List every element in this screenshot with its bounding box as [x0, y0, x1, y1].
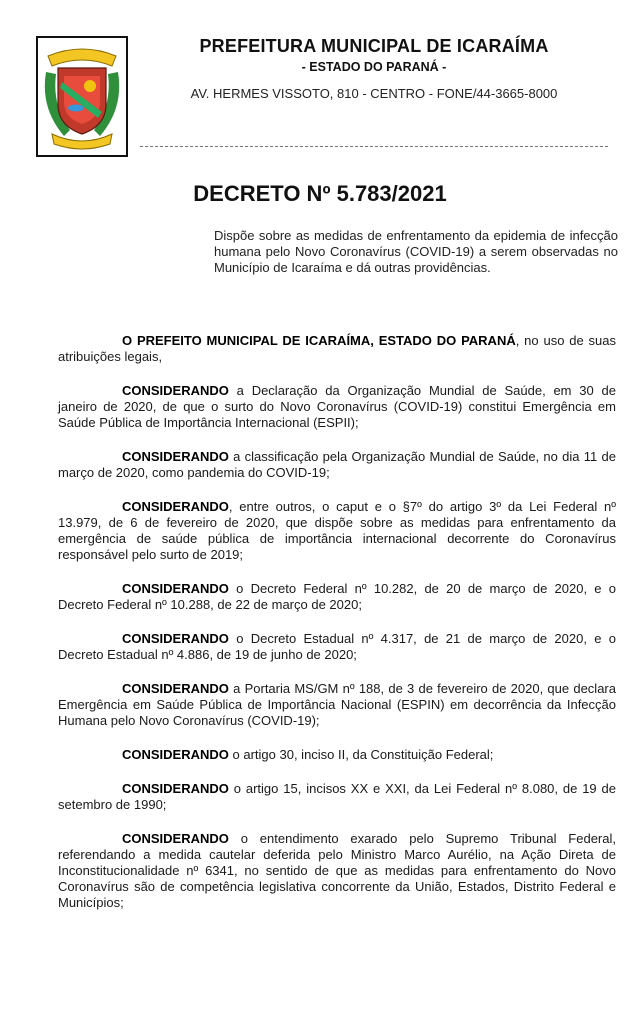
state-subtitle: - ESTADO DO PARANÁ -: [301, 60, 447, 74]
preamble-paragraph: [58, 333, 616, 365]
considerando-paragraph: [58, 383, 616, 431]
considerando-paragraph: [58, 581, 616, 613]
paragraph-lead: CONSIDERANDO: [122, 831, 229, 846]
paragraph-lead: CONSIDERANDO: [122, 747, 229, 762]
considerando-paragraph: [58, 781, 616, 813]
paragraph-lead: CONSIDERANDO: [122, 449, 229, 464]
considerando-paragraph: [58, 831, 616, 911]
paragraph-lead: CONSIDERANDO: [122, 499, 229, 514]
paragraph-text: a Declaração da Organização Mundial de Saúde, em 30 de janeiro de 2020, de que o surto do Novo Coronavírus (COVID-19) constitui Emergência em Saúde Pública de Importância Internacional (ESPII);: [58, 383, 616, 430]
considerando-paragraph: [58, 747, 616, 763]
municipality-address: AV. HERMES VISSOTO, 810 - CENTRO - FONE/44-3665-8000: [190, 86, 558, 101]
decree-title: DECRETO Nº 5.783/2021: [193, 181, 447, 206]
paragraph-lead: CONSIDERANDO: [122, 383, 229, 398]
paragraph-lead: CONSIDERANDO: [122, 631, 229, 646]
considerando-paragraph: [58, 499, 616, 563]
decree-body: [58, 333, 616, 929]
paragraph-lead: CONSIDERANDO: [122, 581, 229, 596]
header-divider: [140, 146, 608, 147]
paragraph-text: a Portaria MS/GM nº 188, de 3 de fevereiro de 2020, que declara Emergência em Saúde Pública de Importância Nacional (ESPIN) em decorrência da Infecção Humana pelo Novo Coronavírus (COVID-19);: [58, 681, 616, 728]
paragraph-lead: CONSIDERANDO: [122, 781, 229, 796]
paragraph-text: o entendimento exarado pelo Supremo Tribunal Federal, referendando a medida cautelar deferida pelo Ministro Marco Aurélio, na Ação Direta de Inconstitucionalidade nº 6341, no sentido de que as medidas para enfrentamento do Novo Coronavírus são de competência legislativa concorrente da União, Estados, Distrito Federal e Municípios;: [58, 831, 616, 910]
paragraph-text: , no uso de suas atribuições legais,: [58, 333, 617, 364]
paragraph-text: , entre outros, o caput e o §7º do artigo 3º da Lei Federal nº 13.979, de 6 de fevereiro de 2020, que dispõe sobre as medidas para enfrentamento da emergência de saúde pública de importância internacional decorrente do Coronavírus responsável pelo surto de 2019;: [58, 499, 616, 562]
paragraph-text: o artigo 15, incisos XX e XXI, da Lei Federal nº 8.080, de 19 de setembro de 1990;: [58, 781, 616, 812]
considerando-paragraph: [58, 631, 616, 663]
paragraph-text: a classificação pela Organização Mundial de Saúde, no dia 11 de março de 2020, como pandemia do COVID-19;: [58, 449, 616, 480]
considerando-paragraph: [58, 449, 616, 481]
paragraph-text: o artigo 30, inciso II, da Constituição Federal;: [228, 747, 494, 762]
paragraph-lead: O PREFEITO MUNICIPAL DE ICARAÍMA, ESTADO DO PARANÁ: [122, 333, 516, 348]
paragraph-text: o Decreto Estadual nº 4.317, de 21 de março de 2020, e o Decreto Estadual nº 4.886, de 19 de junho de 2020;: [58, 631, 616, 662]
municipal-crest: [36, 36, 128, 157]
municipal-coat-of-arms-icon: [38, 38, 126, 155]
paragraph-lead: CONSIDERANDO: [122, 681, 229, 696]
decree-ementa: Dispõe sobre as medidas de enfrentamento da epidemia de infecção humana pelo Novo Coronavírus (COVID-19) a serem observadas no Município de Icaraíma e dá outras providências.: [214, 228, 618, 275]
municipality-title: PREFEITURA MUNICIPAL DE ICARAÍMA: [199, 36, 549, 56]
paragraph-text: o Decreto Federal nº 10.282, de 20 de março de 2020, e o Decreto Federal nº 10.288, de 22 de março de 2020;: [58, 581, 616, 612]
considerando-paragraph: [58, 681, 616, 729]
